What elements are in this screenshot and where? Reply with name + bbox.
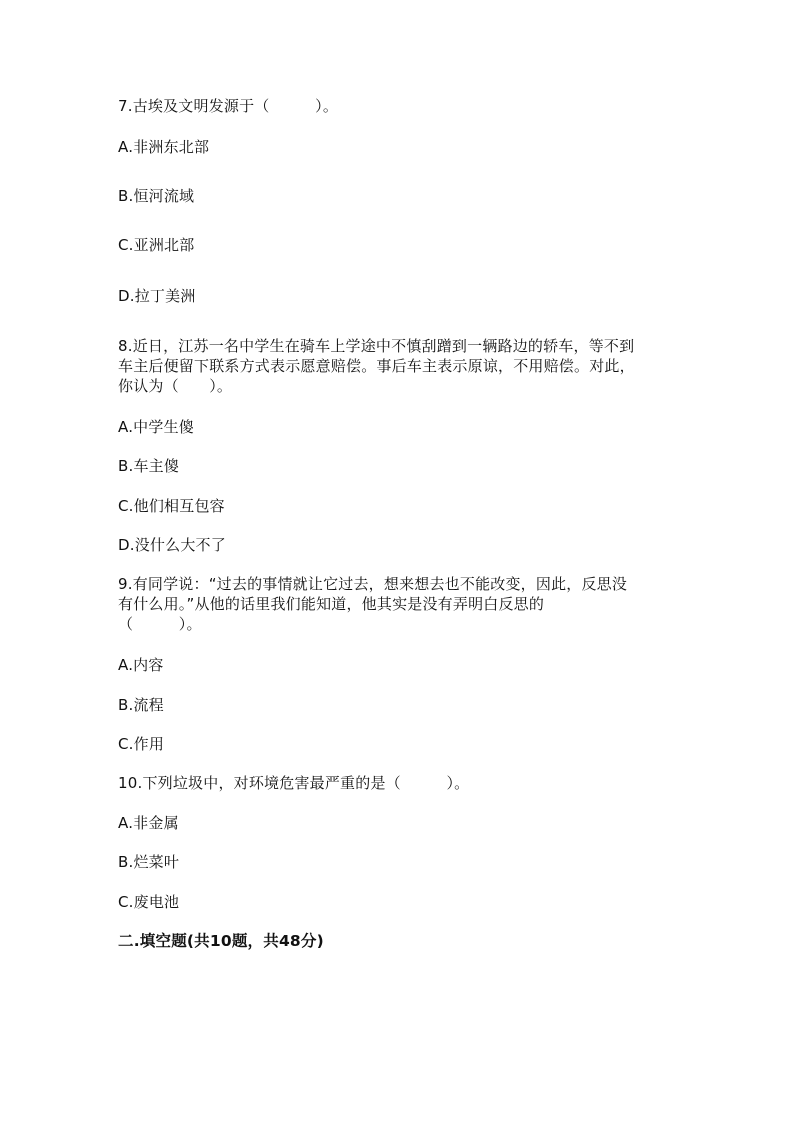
question-10-option-b: B.烂菜叶 xyxy=(118,853,180,871)
section-heading: 二.填空题(共10题，共48分) xyxy=(118,932,324,950)
question-9-stem-line-1: 9.有同学说：“过去的事情就让它过去，想来想去也不能改变，因此，反思没 xyxy=(118,575,628,593)
question-8-option-a: A.中学生傻 xyxy=(118,418,194,436)
question-7-stem: 7.古埃及文明发源于（ ）。 xyxy=(118,97,339,115)
question-8-option-c: C.他们相互包容 xyxy=(118,497,225,515)
question-9-stem-line-3: （ ）。 xyxy=(118,615,202,633)
question-10-stem: 10.下列垃圾中，对环境危害最严重的是（ ）。 xyxy=(118,774,470,792)
question-9-stem-line-2: 有什么用。”从他的话里我们能知道，他其实是没有弄明白反思的 xyxy=(118,595,545,613)
question-7-option-c: C.亚洲北部 xyxy=(118,236,195,254)
question-9-option-c: C.作用 xyxy=(118,735,165,753)
question-10-option-c: C.废电池 xyxy=(118,893,180,911)
question-9-option-b: B.流程 xyxy=(118,696,164,714)
question-7-option-d: D.拉丁美洲 xyxy=(118,287,196,305)
question-8-stem-line-3: 你认为（ ）。 xyxy=(118,377,233,395)
question-7-option-a: A.非洲东北部 xyxy=(118,138,210,156)
question-8-stem-line-1: 8.近日，江苏一名中学生在骑车上学途中不慎刮蹭到一辆路边的轿车，等不到 xyxy=(118,337,635,355)
question-8-option-d: D.没什么大不了 xyxy=(118,536,226,554)
question-9-option-a: A.内容 xyxy=(118,656,164,674)
question-7-option-b: B.恒河流域 xyxy=(118,187,195,205)
question-10-option-a: A.非金属 xyxy=(118,814,179,832)
question-8-stem-line-2: 车主后便留下联系方式表示愿意赔偿。事后车主表示原谅，不用赔偿。对此， xyxy=(118,357,635,375)
question-8-option-b: B.车主傻 xyxy=(118,457,180,475)
